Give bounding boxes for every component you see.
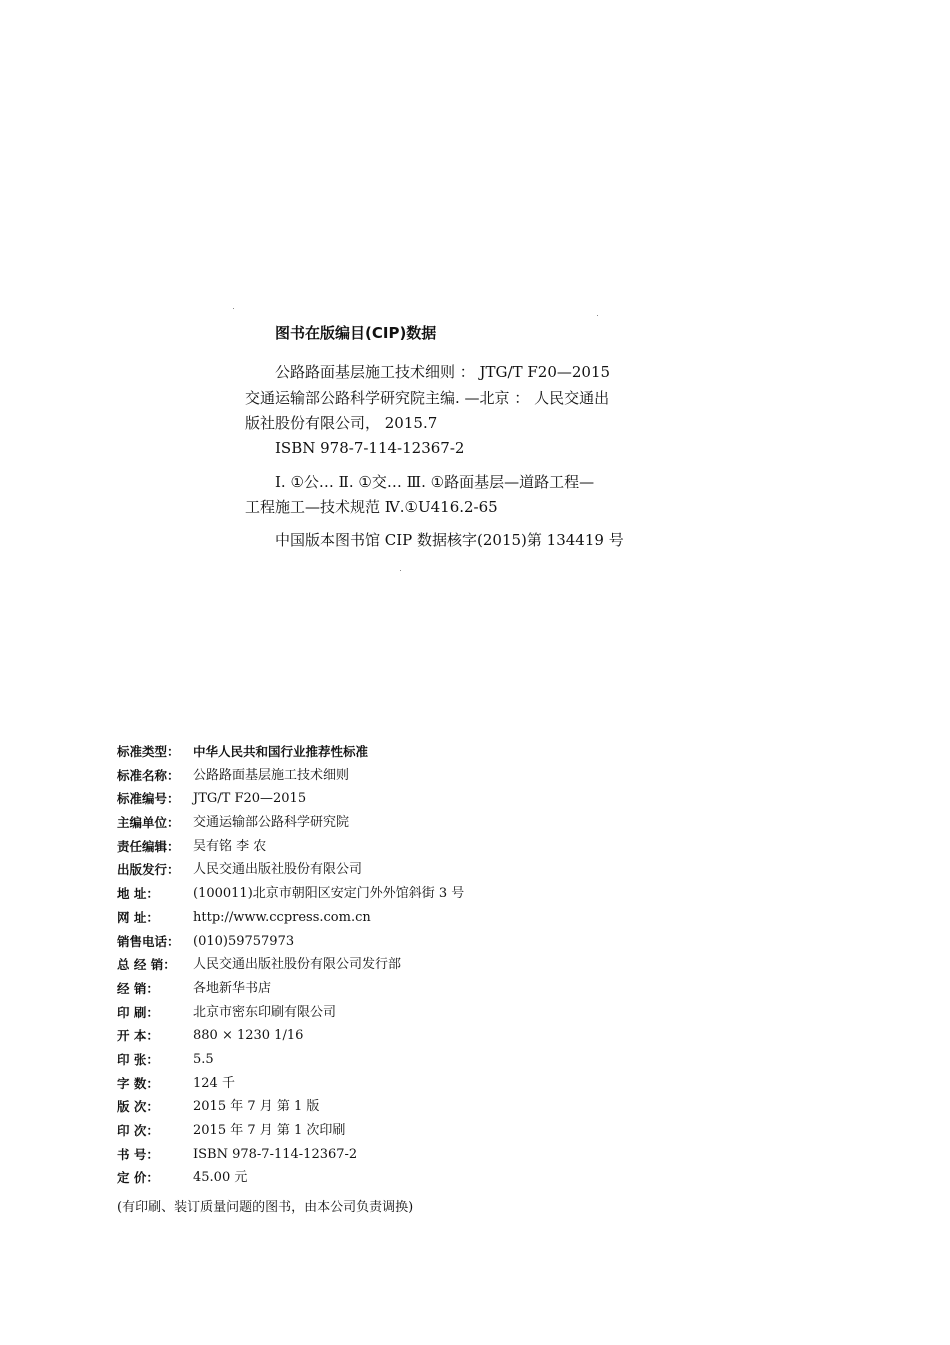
scan-speck xyxy=(597,315,598,316)
info-value: 880 × 1230 1/16 xyxy=(193,1028,304,1044)
cip-title: 图书在版编目(CIP)数据 xyxy=(275,324,437,342)
info-value: 人民交通出版社股份有限公司发行部 xyxy=(193,957,402,973)
info-row-edition xyxy=(117,1097,717,1121)
info-row-address xyxy=(117,884,717,908)
quality-footnote: (有印刷、装订质量问题的图书，由本公司负责调换) xyxy=(117,1200,414,1215)
info-value: 公路路面基层施工技术细则 xyxy=(193,767,350,783)
info-value: http://www.ccpress.com.cn xyxy=(193,909,371,925)
scan-speck xyxy=(400,570,401,571)
info-value: 45.00 元 xyxy=(193,1170,248,1186)
info-value: JTG/T F20—2015 xyxy=(193,791,307,807)
info-value: ISBN 978-7-114-12367-2 xyxy=(193,1146,358,1162)
info-value: 各地新华书店 xyxy=(193,980,272,996)
cip-line-verification: 中国版本图书馆 CIP 数据核字(2015)第 134419 号 xyxy=(275,531,624,549)
info-row-standard-number xyxy=(117,789,717,813)
info-row-publisher xyxy=(117,860,717,884)
info-value: 人民交通出版社股份有限公司 xyxy=(193,862,363,878)
info-row-sales-phone xyxy=(117,932,717,956)
info-label: 印 张： xyxy=(117,1051,159,1067)
cip-line-publisher: 版社股份有限公司， 2015.7 xyxy=(245,414,438,432)
info-label: 经 销： xyxy=(117,980,159,996)
info-row-isbn xyxy=(117,1145,717,1169)
info-label: 开 本： xyxy=(117,1028,159,1044)
info-label: 网 址： xyxy=(117,909,159,925)
info-value: 中华人民共和国行业推荐性标准 xyxy=(193,744,369,759)
info-value: 5.5 xyxy=(193,1051,214,1067)
info-label: 地 址： xyxy=(117,886,159,902)
info-row-responsible-editor xyxy=(117,837,717,861)
info-value: 北京市密东印刷有限公司 xyxy=(193,1004,337,1020)
info-value: 2015 年 7 月 第 1 次印刷 xyxy=(193,1123,346,1138)
info-label: 印 刷： xyxy=(117,1004,159,1020)
info-value: 吴有铭 李 农 xyxy=(193,838,267,854)
info-row-standard-name xyxy=(117,766,717,790)
info-row-general-distributor xyxy=(117,955,717,979)
cip-line-classification-cont: 工程施工—技术规范 Ⅳ.①U416.2-65 xyxy=(245,498,498,516)
info-label: 总 经 销： xyxy=(117,957,176,973)
info-label: 字 数： xyxy=(117,1075,159,1091)
info-row-chief-editor-unit xyxy=(117,813,717,837)
info-label: 版 次： xyxy=(117,1099,159,1115)
info-label: 出版发行： xyxy=(117,862,180,878)
publication-info xyxy=(117,742,717,1192)
info-label: 标准类型： xyxy=(117,744,180,759)
info-row-printer xyxy=(117,1003,717,1027)
scan-speck xyxy=(233,308,234,309)
info-row-format xyxy=(117,1026,717,1050)
info-label: 定 价： xyxy=(117,1170,159,1186)
info-row-price xyxy=(117,1168,717,1192)
info-value: 124 千 xyxy=(193,1075,235,1091)
info-value: 2015 年 7 月 第 1 版 xyxy=(193,1099,320,1115)
info-label: 书 号： xyxy=(117,1146,159,1162)
info-value: (010)59757973 xyxy=(193,933,295,949)
info-label: 标准编号： xyxy=(117,791,180,807)
info-row-word-count xyxy=(117,1074,717,1098)
info-row-distributor xyxy=(117,979,717,1003)
info-label: 印 次： xyxy=(117,1123,159,1138)
info-label: 主编单位： xyxy=(117,815,180,831)
info-value: (100011)北京市朝阳区安定门外外馆斜街 3 号 xyxy=(193,886,465,902)
info-value: 交通运输部公路科学研究院 xyxy=(193,815,350,831)
info-label: 销售电话： xyxy=(117,933,180,949)
cip-line-isbn: ISBN 978-7-114-12367-2 xyxy=(275,439,465,457)
info-row-standard-type xyxy=(117,742,717,766)
cip-line-classification: Ⅰ. ①公… Ⅱ. ①交… Ⅲ. ①路面基层—道路工程— xyxy=(275,473,595,491)
info-row-sheets xyxy=(117,1050,717,1074)
cip-line-editor: 交通运输部公路科学研究院主编. —北京 ： 人民交通出 xyxy=(245,389,610,407)
info-label: 责任编辑： xyxy=(117,838,180,854)
info-row-printing xyxy=(117,1121,717,1145)
info-label: 标准名称： xyxy=(117,767,180,783)
cip-line-book-title: 公路路面基层施工技术细则 ： JTG/T F20—2015 xyxy=(275,363,611,381)
info-row-website xyxy=(117,908,717,932)
